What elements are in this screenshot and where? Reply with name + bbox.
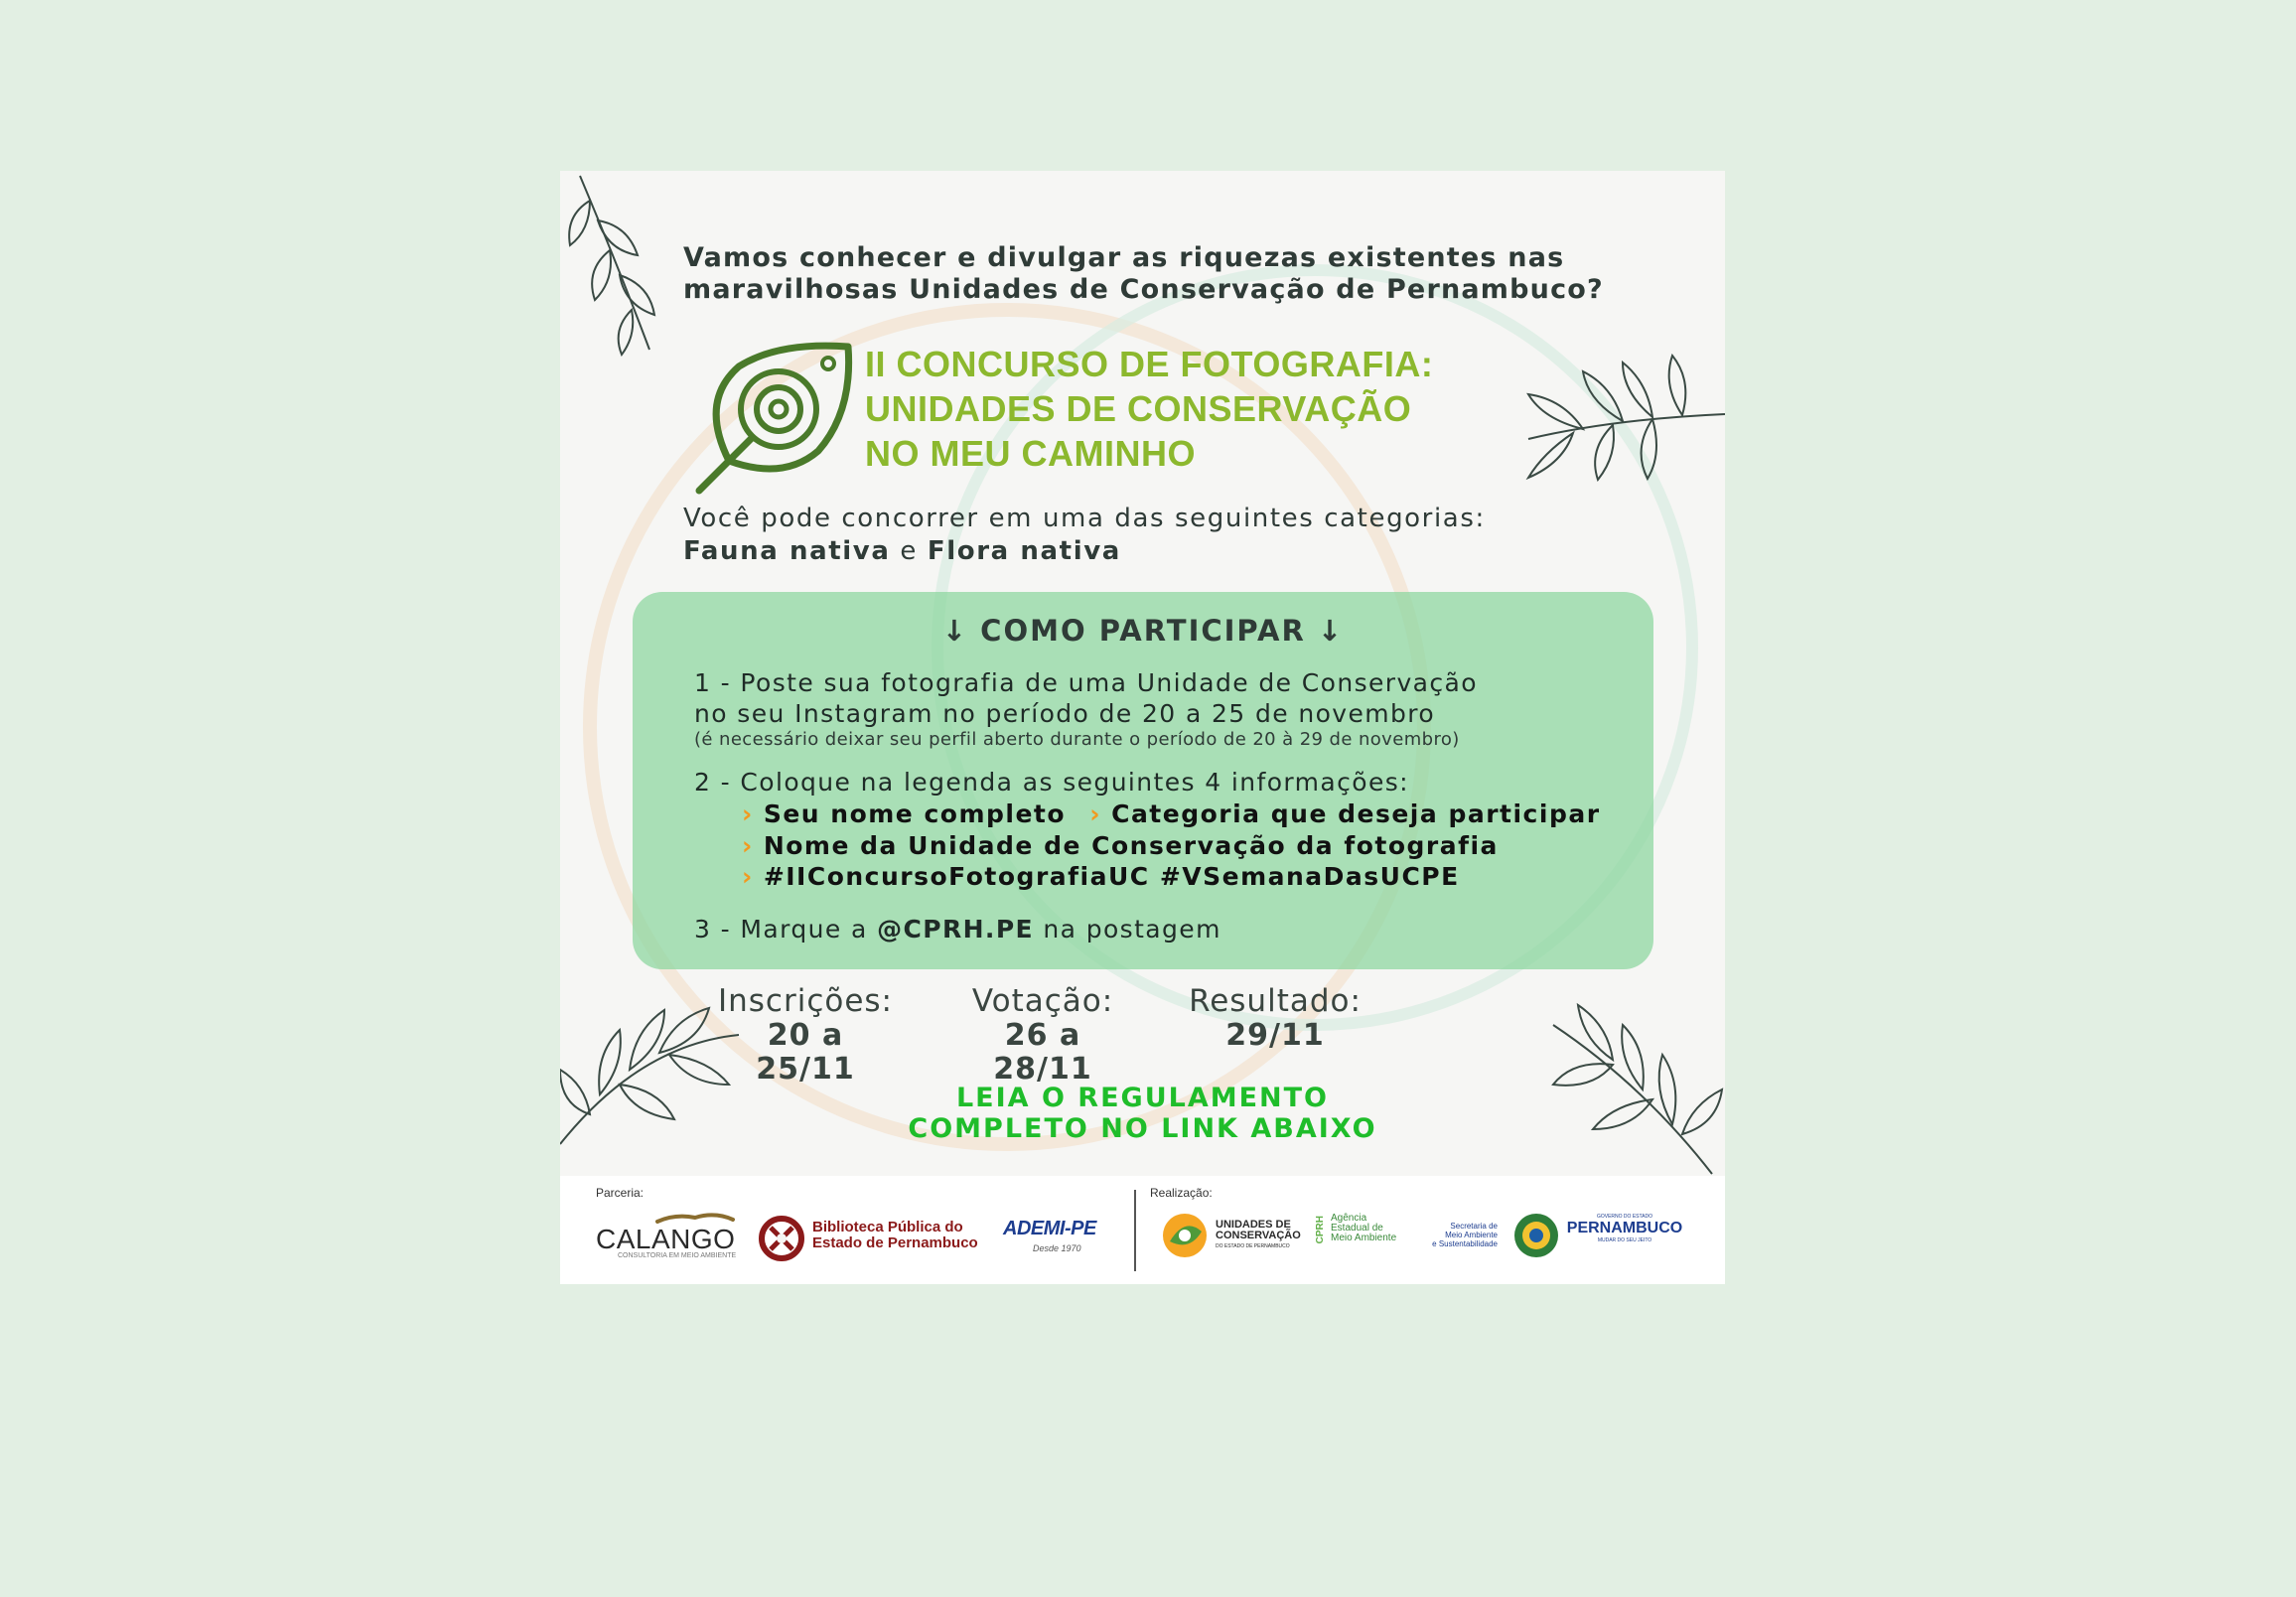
biblioteca-name (812, 1220, 978, 1251)
footer-logos (560, 1176, 1725, 1284)
instagram-handle: @CPRH.PE (877, 915, 1035, 944)
chevron-right-icon: › (1089, 799, 1102, 828)
unidades-conservacao-emblem-icon (1160, 1212, 1210, 1259)
unidades-line-1: UNIDADES DE (1216, 1219, 1291, 1231)
unidades-line-2: CONSERVAÇÃO (1216, 1230, 1301, 1241)
cprh-line-2: Estadual de (1331, 1223, 1383, 1234)
biblioteca-line-1: Biblioteca Pública do (812, 1219, 963, 1235)
title-line-2: UNIDADES DE CONSERVAÇÃO (865, 388, 1412, 429)
cprh-line-3: Meio Ambiente (1331, 1233, 1397, 1243)
bullet-categoria: Categoria que deseja participar (1111, 799, 1601, 828)
secretaria-line-2: Meio Ambiente (1445, 1231, 1498, 1239)
calango-name: CALANGO (596, 1224, 736, 1254)
bullet-unidade: Nome da Unidade de Conservação da fotografia (763, 830, 1499, 860)
schedule-label: Resultado: (1189, 983, 1362, 1019)
schedule-value: 26 a 28/11 (993, 1018, 1092, 1087)
regulamento-link-text (560, 1083, 1725, 1144)
parceria-label: Parceria: (596, 1186, 645, 1200)
cprh-acronym: CPRH (1315, 1216, 1326, 1244)
chevron-right-icon: › (742, 830, 754, 860)
ademi-subtitle: Desde 1970 (1033, 1243, 1081, 1253)
schedule-label: Votação: (971, 983, 1114, 1019)
step-3-suffix: na postagem (1043, 915, 1221, 944)
chevron-right-icon: › (742, 799, 754, 828)
schedule-value: 20 a 25/11 (756, 1018, 855, 1087)
bullet-hashtags: #IIConcursoFotografiaUC #VSemanaDasUCPE (763, 862, 1460, 891)
step-1-line-2: no seu Instagram no período de 20 a 25 de novembro (694, 699, 1436, 728)
step-1-note: (é necessário deixar seu perfil aberto durante o período de 20 à 29 de novembro) (694, 729, 1460, 750)
category-flora: Flora nativa (927, 536, 1121, 566)
unidades-line-3: DO ESTADO DE PERNAMBUCO (1216, 1243, 1290, 1249)
intro-line-2: maravilhosas Unidades de Conservação de Pernambuco? (683, 274, 1604, 305)
categories-intro: Você pode concorrer em uma das seguintes categorias: (683, 504, 1486, 533)
step-2: 2 - Coloque na legenda as seguintes 4 informações: (694, 768, 1409, 797)
step-2-bullets (742, 798, 1636, 893)
title-line-3: NO MEU CAMINHO (865, 433, 1196, 474)
biblioteca-emblem-icon (757, 1214, 806, 1263)
poster (560, 171, 1725, 1284)
intro-text (683, 242, 1656, 306)
title-line-1: II CONCURSO DE FOTOGRAFIA: (865, 344, 1434, 384)
intro-line-1: Vamos conhecer e divulgar as riquezas existentes nas (683, 242, 1565, 273)
schedule-votacao (953, 983, 1132, 1087)
secretaria-line-1: Secretaria de (1450, 1222, 1498, 1231)
step-3 (694, 914, 1648, 944)
secretaria-text (1416, 1222, 1498, 1248)
governo-bottom: MUDAR DO SEU JEITO (1597, 1237, 1652, 1243)
categories-text (683, 503, 1676, 568)
secretaria-line-3: e Sustentabilidade (1432, 1239, 1498, 1248)
schedule-resultado (1186, 983, 1364, 1053)
step-1 (694, 667, 1648, 751)
step-3-prefix: 3 - Marque a (694, 915, 868, 944)
pernambuco-logo (1565, 1214, 1684, 1243)
governo-top: GOVERNO DO ESTADO (1596, 1214, 1653, 1220)
biblioteca-line-2: Estado de Pernambuco (812, 1234, 978, 1251)
contest-title (865, 342, 1560, 476)
regulamento-line-2: COMPLETO NO LINK ABAIXO (908, 1113, 1377, 1144)
ademi-name: ADEMI-PE (1003, 1218, 1096, 1239)
leaf-target-logo-icon (679, 342, 858, 501)
step-1-line-1: 1 - Poste sua fotografia de uma Unidade de Conservação (694, 668, 1478, 697)
how-to-participate-box (633, 592, 1653, 969)
schedule-value: 29/11 (1225, 1018, 1325, 1053)
schedule-label: Inscrições: (717, 983, 894, 1019)
calango-logo (596, 1210, 745, 1259)
chevron-right-icon: › (742, 862, 754, 891)
unidades-conservacao-text (1216, 1220, 1301, 1252)
cprh-line-1: Agência (1331, 1213, 1367, 1224)
how-to-title: ↓ COMO PARTICIPAR ↓ (941, 614, 1345, 648)
calango-subtitle: CONSULTORIA EM MEIO AMBIENTE (618, 1252, 737, 1259)
bullet-nome: Seu nome completo (763, 799, 1067, 828)
state-coat-of-arms-icon (1511, 1210, 1561, 1261)
regulamento-line-1: LEIA O REGULAMENTO (955, 1083, 1330, 1113)
category-fauna: Fauna nativa (683, 536, 891, 566)
realizacao-label: Realização: (1150, 1186, 1213, 1200)
cprh-text (1331, 1214, 1396, 1243)
footer-divider (1134, 1190, 1136, 1271)
pernambuco-name: PERNAMBUCO (1566, 1220, 1683, 1236)
schedule-inscricoes (716, 983, 895, 1087)
category-joiner: e (900, 536, 918, 566)
